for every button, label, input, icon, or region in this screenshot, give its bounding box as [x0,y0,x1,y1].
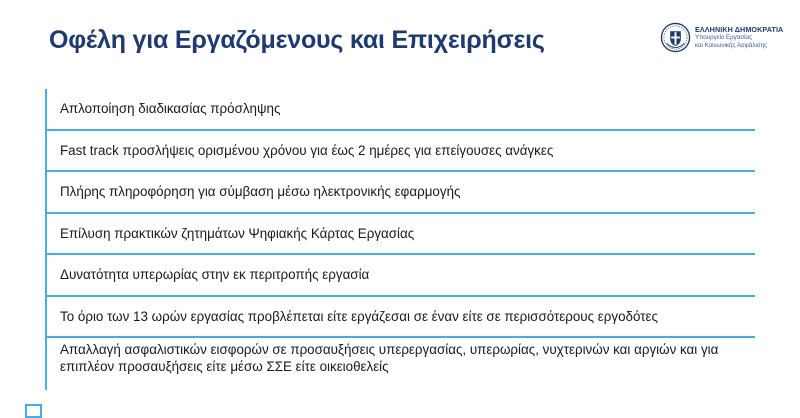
benefit-item: Πλήρης πληροφόρηση για σύμβαση μέσω ηλεκτρονικής εφαρμογής [47,172,755,214]
benefit-item: Fast track προσλήψεις ορισμένου χρόνου για έως 2 ημέρες για επείγουσες ανάγκες [47,131,755,173]
logo-country: ΕΛΛΗΝΙΚΗ ΔΗΜΟΚΡΑΤΙΑ [695,25,784,34]
benefits-list [45,89,755,390]
benefit-item: Απαλλαγή ασφαλιστικών εισφορών σε προσαυξήσεις υπερεργασίας, υπερωρίας, νυχτερινών και αργιών και για επιπλέον προσαυξήσεις είτε μέσω ΣΣΕ είτε οικειοθελείς [60,342,719,374]
greek-coat-of-arms-icon [660,22,691,53]
ministry-logo [660,22,792,56]
logo-text [695,25,783,49]
benefit-item: Επίλυση πρακτικών ζητημάτων Ψηφιακής Κάρτας Εργασίας [47,214,755,256]
benefit-item: Δυνατότητα υπερωρίας στην εκ περιτροπής εργασία [47,255,755,297]
logo-ministry-line2: και Κοινωνικής Ασφάλισης [695,41,768,49]
benefit-item: Απλοποίηση διαδικασίας πρόσληψης [47,89,755,131]
benefit-item: Το όριο των 13 ωρών εργασίας προβλέπεται είτε εργάζεσαι σε έναν είτε σε περισσότερους εργοδότες [47,297,755,339]
logo-ministry-line1: Υπουργείο Εργασίας [695,34,753,41]
slide-title: Οφέλη για Εργαζόμενους και Επιχειρήσεις [49,26,545,54]
corner-decoration [25,404,42,418]
